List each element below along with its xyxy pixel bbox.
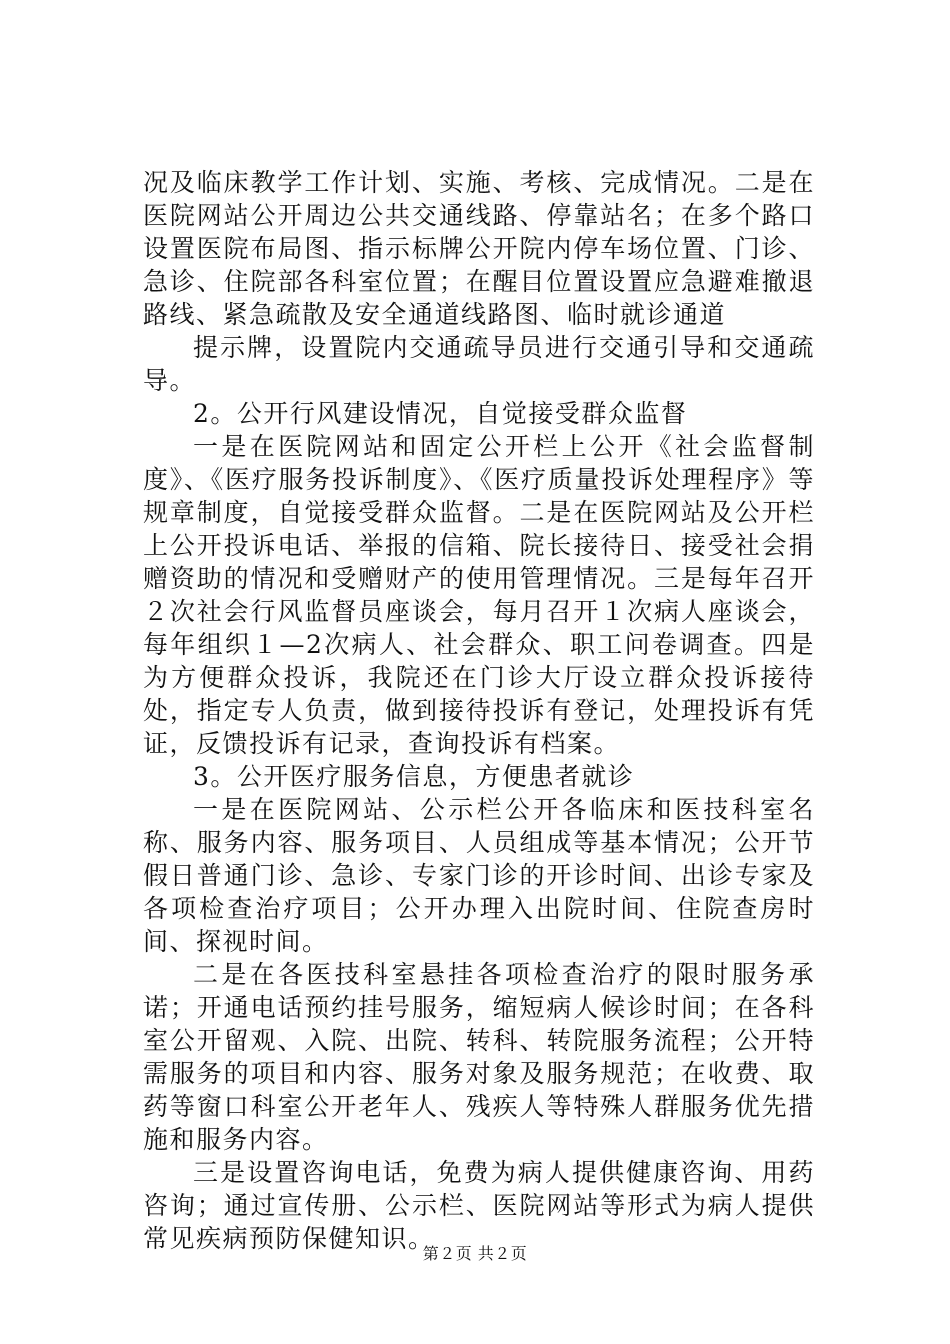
paragraph-continuation: 况及临床教学工作计划、实施、考核、完成情况。二是在医院网站公开周边公共交通线路、停靠站名；在多个路口设置医院布局图、指示标牌公开院内停车场位置、门诊、急诊、住院部各科室位置；在醒目位置设置应急避难撤退路线、紧急疏散及安全通道线路图、临时就诊通道 bbox=[143, 168, 815, 329]
paragraph-service-info-3: 三是设置咨询电话，免费为病人提供健康咨询、用药咨询；通过宣传册、公示栏、医院网站等形式为病人提供常见疾病预防保健知识。 bbox=[143, 1158, 815, 1253]
paragraph-signage: 提示牌，设置院内交通疏导员进行交通引导和交通疏导。 bbox=[143, 333, 815, 395]
page-footer bbox=[0, 1244, 950, 1264]
paragraph-supervision: 一是在医院网站和固定公开栏上公开《社会监督制度》、《医疗服务投诉制度》、《医疗质量投诉处理程序》等规章制度，自觉接受群众监督。二是在医院网站及公开栏上公开投诉电话、举报的信箱、院长接待日、接受社会捐赠资助的情况和受赠财产的使用管理情况。三是每年召开２次社会行风监督员座谈会，每月召开１次病人座谈会，每年组织１—2次病人、社会群众、职工问卷调查。四是为方便群众投诉，我院还在门诊大厅设立群众投诉接待处，指定专人负责，做到接待投诉有登记，处理投诉有凭证，反馈投诉有记录，查询投诉有档案。 bbox=[143, 432, 815, 758]
paragraph-service-info-1: 一是在医院网站、公示栏公开各临床和医技科室名称、服务内容、服务项目、人员组成等基本情况；公开节假日普通门诊、急诊、专家门诊的开诊时间、出诊专家及各项检查治疗项目；公开办理入出院时间、住院查房时间、探视时间。 bbox=[143, 795, 815, 956]
paragraph-service-info-2: 二是在各医技科室悬挂各项检查治疗的限时服务承诺；开通电话预约挂号服务，缩短病人候诊时间；在各科室公开留观、入院、出院、转科、转院服务流程；公开特需服务的项目和内容、服务对象及服务规范；在收费、取药等窗口科室公开老年人、残疾人等特殊人群服务优先措施和服务内容。 bbox=[143, 960, 815, 1154]
section-heading-3: 3。公开医疗服务信息，方便患者就诊 bbox=[193, 762, 635, 791]
page-number: 第２页 共２页 bbox=[422, 1244, 528, 1263]
section-heading-2: 2。公开行风建设情况，自觉接受群众监督 bbox=[193, 399, 688, 428]
document-body bbox=[143, 166, 815, 1255]
